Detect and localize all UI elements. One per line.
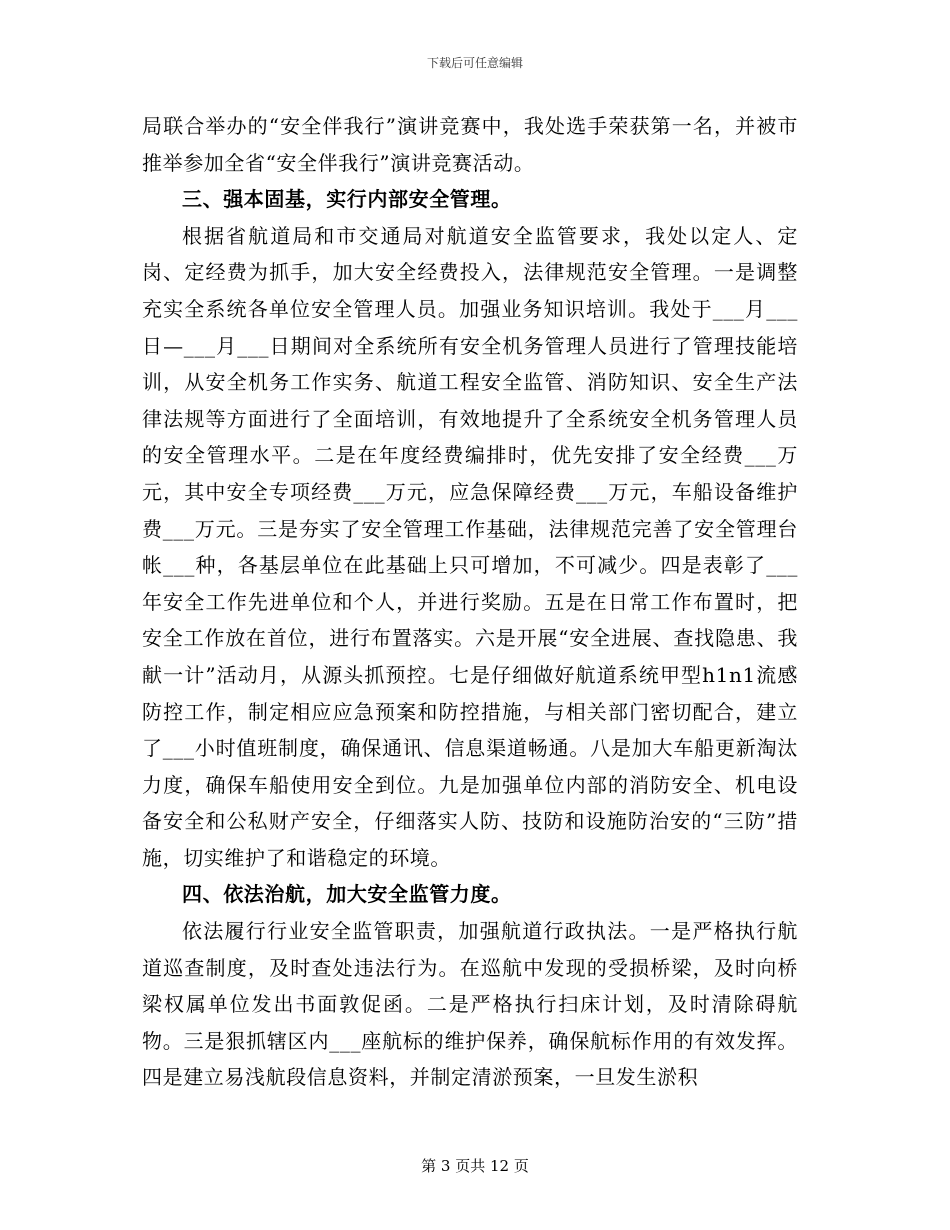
page-footer: 第 3 页共 12 页: [421, 1157, 529, 1175]
paragraph-internal-safety: 根据省航道局和市交通局对航道安全监管要求，我处以定人、定岗、定经费为抓手，加大安全经费投入，法律规范安全管理。一是调整充实全系统各单位安全管理人员。加强业务知识培训。我处于___月___日—___月___日期间对全系统所有安全机务管理人员进行了管理技能培训，从安全机务工作实务、航道工程安全监管、消防知识、安全生产法律法规等方面进行了全面培训，有效地提升了全系统安全机务管理人员的安全管理水平。二是在年度经费编排时，优先安排了安全经费___万元，其中安全专项经费___万元，应急保障经费___万元，车船设备维护费___万元。三是夯实了安全管理工作基础，法律规范完善了安全管理台帐___种，各基层单位在此基础上只可增加，不可减少。四是表彰了___年安全工作先进单位和个人，并进行奖励。五是在日常工作布置时，把安全工作放在首位，进行布置落实。六是开展“安全进展、查找隐患、我献一计”活动月，从源头抓预控。七是仔细做好航道系统甲型h1n1流感防控工作，制定相应应急预案和防控措施，与相关部门密切配合，建立了___小时值班制度，确保通讯、信息渠道畅通。八是加大车船更新淘汰力度，确保车船使用安全到位。九是加强单位内部的消防安全、机电设备安全和公私财产安全，仔细落实人防、技防和设施防治安的“三防”措施，切实维护了和谐稳定的环境。: [142, 223, 798, 870]
section-heading-4: 四、依法治航，加大安全监管力度。: [182, 882, 512, 907]
section-heading-3: 三、强本固基，实行内部安全管理。: [182, 187, 512, 212]
document-body: [142, 108, 798, 1096]
page-header: 下载后可任意编辑: [426, 56, 523, 70]
paragraph-continuation: 局联合举办的“安全伴我行”演讲竞赛中，我处选手荣获第一名，并被市推举参加全省“安全伴我行”演讲竞赛活动。: [142, 114, 798, 175]
paragraph-supervision: 依法履行行业安全监管职责，加强航道行政执法。一是严格执行航道巡查制度，及时查处违法行为。在巡航中发现的受损桥梁，及时向桥梁权属单位发出书面敦促函。二是严格执行扫床计划，及时清除碍航物。三是狠抓辖区内___座航标的维护保养，确保航标作用的有效发挥。四是建立易浅航段信息资料，并制定清淤预案，一旦发生淤积: [142, 919, 798, 1090]
